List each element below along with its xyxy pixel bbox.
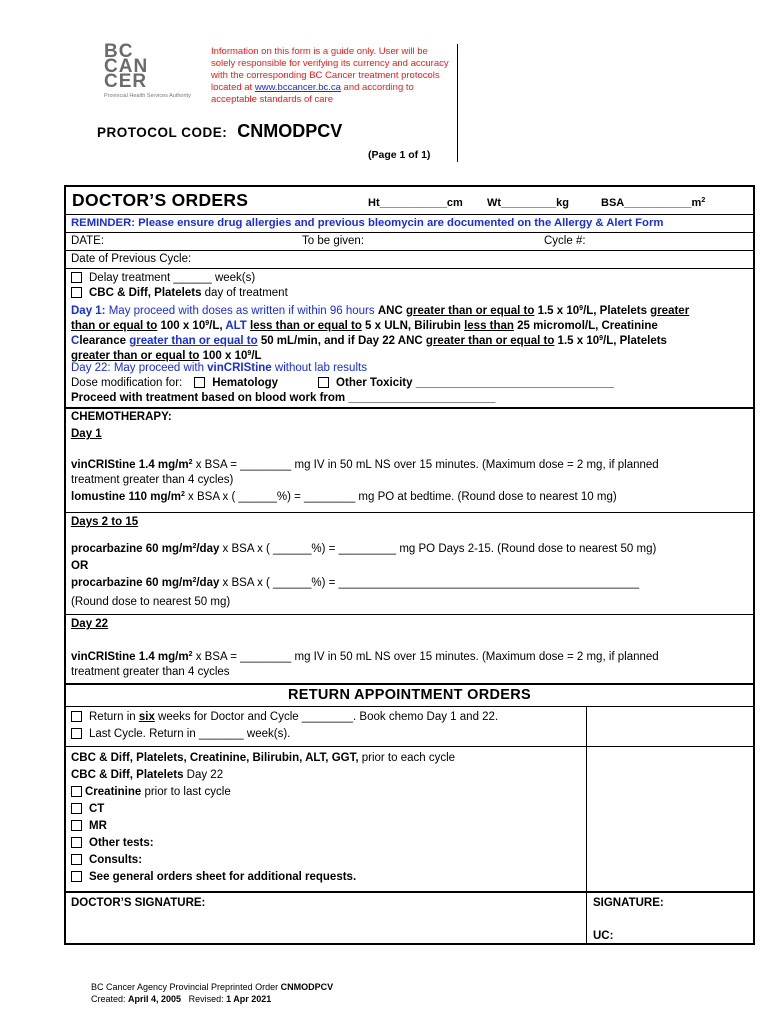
return-heading: RETURN APPOINTMENT ORDERS: [288, 687, 531, 703]
footer: [91, 981, 333, 1005]
logo-line-3: CER: [104, 71, 148, 92]
other-toxicity-label[interactable]: Other Toxicity _______________________________: [336, 377, 614, 389]
footer-code: CNMODPCV: [280, 982, 334, 992]
gte-text: greater than or equal to: [71, 350, 200, 362]
chemo-day1-section: [66, 409, 753, 513]
day22-suffix: without lab results: [271, 362, 367, 374]
disclaimer-part-2: and according to acceptable standards of care: [211, 82, 414, 105]
date-row: [66, 233, 753, 251]
lab-line-2: [71, 769, 223, 781]
creatinine-checkbox[interactable]: [71, 786, 82, 797]
cbc-checkbox[interactable]: [71, 287, 82, 298]
bsa-label: BSA___________m: [601, 197, 702, 209]
exp-9: 9: [599, 335, 604, 342]
cbc-item: [71, 286, 288, 301]
ct-item: [71, 803, 104, 815]
bsa-sup: 2: [701, 197, 706, 204]
lab-line-1: [71, 752, 455, 764]
lab-tests-1-suffix: prior to each cycle: [358, 752, 456, 764]
lab-orders: [66, 747, 753, 893]
sup-2: 2: [188, 651, 193, 658]
day22-platelets: /L, Platelets: [603, 335, 667, 347]
doctors-orders-form: [64, 185, 755, 945]
than-or-equal-text: than or equal to: [71, 320, 158, 332]
doctor-signature-label[interactable]: DOCTOR’S SIGNATURE:: [71, 897, 206, 909]
days2-15-heading: Days 2 to 15: [71, 516, 139, 528]
vincristine-day22-line-2: treatment greater than 4 cycles: [71, 666, 230, 678]
dose-modification-row: [71, 376, 614, 391]
return-heading-row: [66, 685, 753, 707]
per-day: /day: [196, 543, 220, 555]
return-column-divider: [586, 707, 587, 893]
cbc-suffix: day of treatment: [201, 287, 288, 299]
other-tests-label[interactable]: Other tests:: [89, 837, 154, 849]
per-day: /day: [196, 577, 220, 589]
bsa-field[interactable]: [601, 197, 705, 209]
chemo-heading: CHEMOTHERAPY:: [71, 411, 172, 423]
other-toxicity-checkbox[interactable]: [318, 377, 329, 388]
previous-cycle-row: [66, 251, 753, 269]
day22-drug: vinCRIStine: [207, 362, 272, 374]
day22-label: Day 22:: [71, 362, 111, 374]
orders-title-row: [66, 187, 753, 215]
disclaimer-part-1: Information on this form is a guide only. User will be solely responsible for verifying its currency and accuracy with the corresponding BC Cancer treatment protocols located at: [211, 46, 449, 93]
previous-cycle-field[interactable]: Date of Previous Cycle:: [71, 253, 192, 265]
signature-row: [66, 893, 753, 943]
lomustine-drug: lomustine 110 mg/m: [71, 491, 181, 503]
created-date: April 4, 2005: [128, 994, 182, 1004]
procarbazine-line-1: [71, 543, 656, 555]
day1-sep: /L,: [209, 320, 226, 332]
sup-2: 2: [192, 543, 197, 550]
creatinine-item: [71, 786, 231, 798]
last-cycle-item: [71, 728, 290, 740]
mr-item: [71, 820, 107, 832]
header-divider: [457, 44, 458, 162]
bilirubin-text: 25 micromol/L, Creatinine: [513, 320, 658, 332]
vincristine-drug: vinCRIStine 1.4 mg/m: [71, 459, 189, 471]
vincristine-day22-line: [71, 651, 659, 663]
consults-label[interactable]: Consults:: [89, 854, 143, 866]
procarbazine-drug: procarbazine 60 mg/m: [71, 543, 193, 555]
gte-text: greater than or equal to: [405, 305, 535, 317]
sup-2: 2: [192, 577, 197, 584]
vincristine-dose[interactable]: x BSA = ________ mg IV in 50 mL NS over 15 minutes. (Maximum dose = 2 mg, if planned: [192, 459, 659, 471]
lab-tests-2-suffix: Day 22: [183, 769, 224, 781]
disclaimer-text: [211, 46, 451, 106]
alt-label: ALT: [225, 320, 247, 332]
day22-anc-value: 1.5 x 10: [554, 335, 600, 347]
lomustine-dose[interactable]: x BSA x ( ______%) = ________ mg PO at bedtime. (Round dose to nearest 10 mg): [184, 491, 617, 503]
uc-label[interactable]: UC:: [593, 930, 614, 942]
return-text-b[interactable]: weeks for Doctor and Cycle ________. Book chemo Day 1 and 22.: [154, 711, 499, 723]
weight-field[interactable]: Wt_________kg: [487, 197, 569, 209]
consults-checkbox[interactable]: [71, 854, 82, 865]
logo-line-2: CAN: [104, 56, 149, 77]
other-tests-checkbox[interactable]: [71, 837, 82, 848]
creatinine-label: Creatinine: [85, 786, 142, 798]
day1-heading: Day 1: [71, 428, 102, 440]
last-cycle-label[interactable]: Last Cycle. Return in _______ week(s).: [89, 728, 291, 740]
procarbazine-dose-1[interactable]: x BSA x ( ______%) = _________ mg PO Days 2-15. (Round dose to nearest 50 mg): [219, 543, 657, 555]
vincristine-day1-line: [71, 459, 659, 471]
ct-checkbox[interactable]: [71, 803, 82, 814]
unit-per-l: /L: [251, 350, 262, 362]
return-items: [66, 707, 753, 747]
general-orders-item: [71, 871, 356, 883]
signature-label[interactable]: SIGNATURE:: [593, 897, 664, 909]
clearance-label: learance: [79, 335, 130, 347]
sup-2: 2: [188, 459, 193, 466]
delay-checkbox[interactable]: [71, 272, 82, 283]
general-orders-label: See general orders sheet for additional requests.: [89, 871, 357, 883]
protocol-code-value: CNMODPCV: [237, 121, 343, 141]
lab-tests-2: CBC & Diff, Platelets: [71, 769, 184, 781]
procarbazine-drug: procarbazine 60 mg/m: [71, 577, 193, 589]
six-text: six: [138, 711, 155, 723]
delay-label: Delay treatment ______ week(s): [89, 272, 256, 284]
lomustine-line: [71, 491, 617, 503]
exp-9: 9: [579, 305, 584, 312]
chemo-day22-section: [66, 615, 753, 685]
delay-treatment-item: [71, 271, 255, 286]
uln-text: 5 x ULN, Bilirubin: [361, 320, 465, 332]
gte-text: greater than or equal to: [425, 335, 555, 347]
exp-9: 9: [247, 350, 252, 357]
lab-tests-1: CBC & Diff, Platelets, Creatinine, Bilirubin, ALT, GGT,: [71, 752, 359, 764]
mr-checkbox[interactable]: [71, 820, 82, 831]
day1-text: May proceed with doses as written if within 96 hours: [105, 305, 378, 317]
procarbazine-dose-2[interactable]: x BSA x ( ______%) = _______________________________________________: [219, 577, 640, 589]
day22-heading: Day 22: [71, 618, 109, 630]
to-be-given-field[interactable]: To be given:: [302, 235, 365, 247]
platelets-value: 100 x 10: [157, 320, 206, 332]
cbc-label: CBC & Diff, Platelets: [89, 287, 202, 299]
day22-line: [71, 361, 367, 376]
exp-9: 9: [205, 320, 210, 327]
gte-text: greater than or equal to: [129, 335, 258, 347]
procarbazine-round: (Round dose to nearest 50 mg): [71, 596, 231, 608]
vincristine-day1-line-2: treatment greater than 4 cycles): [71, 474, 234, 486]
created-label: Created:: [91, 994, 129, 1004]
footer-line-2: [91, 993, 333, 1005]
revised-label: Revised:: [181, 994, 227, 1004]
hematology-checkbox[interactable]: [194, 377, 205, 388]
return-six-weeks-item: [71, 711, 498, 723]
greater-text: greater: [650, 305, 690, 317]
website-link[interactable]: www.bccancer.bc.ca: [254, 82, 341, 93]
date-field[interactable]: DATE:: [71, 235, 105, 247]
or-label: OR: [71, 560, 89, 572]
page-number: (Page 1 of 1): [368, 149, 431, 161]
ct-label: CT: [89, 803, 105, 815]
anc-label: ANC: [377, 305, 406, 317]
allergy-reminder: REMINDER: Please ensure drug allergies and previous bleomycin are documented on the Allergy & Alert Form: [71, 217, 664, 229]
day22-platelets-value: 100 x 10: [199, 350, 248, 362]
proceed-bloodwork[interactable]: Proceed with treatment based on blood work from _______________________: [71, 392, 496, 404]
protocol-label: PROTOCOL CODE:: [97, 125, 228, 140]
orders-title: DOCTOR’S ORDERS: [72, 190, 249, 210]
day1-label: Day 1:: [71, 305, 106, 317]
footer-agency: BC Cancer Agency Provincial Preprinted Order: [91, 982, 281, 992]
treatment-conditions: [66, 269, 753, 409]
last-cycle-checkbox[interactable]: [71, 728, 82, 739]
general-orders-checkbox[interactable]: [71, 871, 82, 882]
sup-2: 2: [180, 491, 185, 498]
clearance-value: 50 mL/min, and if Day 22 ANC: [257, 335, 426, 347]
height-field[interactable]: Ht___________cm: [368, 197, 463, 209]
clearance-c: C: [71, 335, 80, 347]
cycle-number-field[interactable]: Cycle #:: [544, 235, 586, 247]
mr-label: MR: [89, 820, 107, 832]
reminder-row: [66, 215, 753, 233]
vincristine-day22-dose[interactable]: x BSA = ________ mg IV in 50 mL NS over 15 minutes. (Maximum dose = 2 mg, if planned: [192, 651, 659, 663]
return-six-weeks-checkbox[interactable]: [71, 711, 82, 722]
return-text-a: Return in: [89, 711, 139, 723]
dose-mod-label: Dose modification for:: [71, 377, 183, 389]
creatinine-suffix: prior to last cycle: [141, 786, 231, 798]
less-than-text: less than: [464, 320, 514, 332]
other-tests-item: [71, 837, 154, 849]
protocol-code: [97, 121, 342, 142]
revised-date: 1 Apr 2021: [226, 994, 272, 1004]
bc-cancer-logo: [104, 41, 191, 99]
signature-divider: [586, 893, 587, 943]
vincristine-drug: vinCRIStine 1.4 mg/m: [71, 651, 189, 663]
anc-value: 1.5 x 10: [534, 305, 580, 317]
day22-text: May proceed with: [110, 362, 208, 374]
logo-subtitle: Provincial Health Services Authority: [104, 93, 191, 99]
lte-text: less than or equal to: [250, 320, 362, 332]
hematology-label: Hematology: [212, 377, 279, 389]
footer-line-1: [91, 981, 333, 993]
chemo-days2-15-section: [66, 513, 753, 615]
procarbazine-line-2: [71, 577, 639, 589]
consults-item: [71, 854, 142, 866]
platelets-label: /L, Platelets: [583, 305, 651, 317]
logo-line-1: BC: [104, 41, 134, 62]
